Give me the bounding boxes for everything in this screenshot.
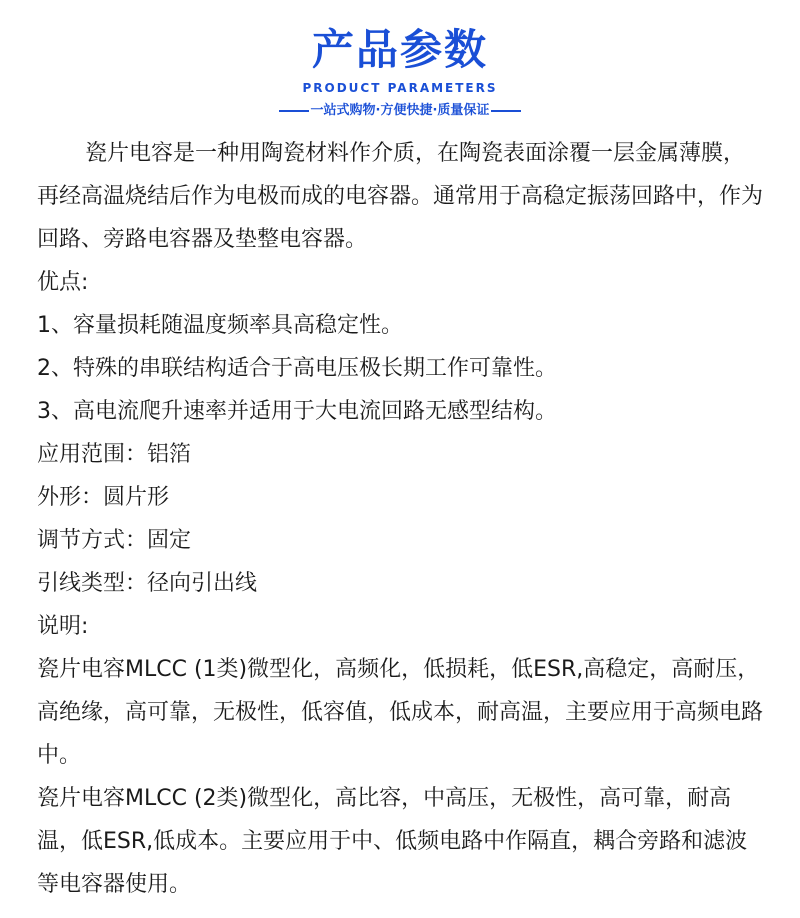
note-paragraph-1: 瓷片电容MLCC (1类)微型化，高频化，低损耗，低ESR,高稳定，高耐压，高绝缘，高可靠，无极性，低容值，低成本，耐高温，主要应用于高频电路中。	[37, 657, 764, 768]
intro-paragraph: 瓷片电容是一种用陶瓷材料作介质，在陶瓷表面涂覆一层金属薄膜，再经高温烧结后作为电极而成的电容器。通常用于高稳定振荡回路中，作为回路、旁路电容器及垫整电容器。	[37, 141, 764, 252]
advantage-item-2: 2、特殊的串联结构适合于高电压极长期工作可靠性。	[37, 356, 557, 381]
section-subtitle: PRODUCT PARAMETERS	[302, 81, 498, 95]
slogan-row	[0, 100, 800, 122]
advantages-label: 优点:	[37, 270, 89, 295]
lead-type: 引线类型：径向引出线	[37, 571, 258, 596]
right-rule	[491, 110, 521, 112]
note-paragraph-2: 瓷片电容MLCC (2类)微型化，高比容，中高压，无极性，高可靠，耐高温，低ESR,低成本。主要应用于中、低频电路中作隔直，耦合旁路和滤波等电容器使用。	[37, 786, 748, 897]
section-header	[0, 0, 800, 130]
advantage-item-3: 3、高电流爬升速率并适用于大电流回路无感型结构。	[37, 399, 557, 424]
section-title: 产品参数	[311, 25, 488, 74]
description-body	[37, 132, 765, 906]
adjust-method: 调节方式：固定	[37, 528, 192, 553]
left-rule	[279, 110, 309, 112]
shape-spec: 外形：圆片形	[37, 485, 170, 510]
application-range: 应用范围：铝箔	[37, 442, 192, 467]
note-label: 说明:	[37, 614, 89, 639]
advantage-item-1: 1、容量损耗随温度频率具高稳定性。	[37, 313, 403, 338]
slogan-text: 一站式购物·方便快捷·质量保证	[310, 103, 490, 118]
